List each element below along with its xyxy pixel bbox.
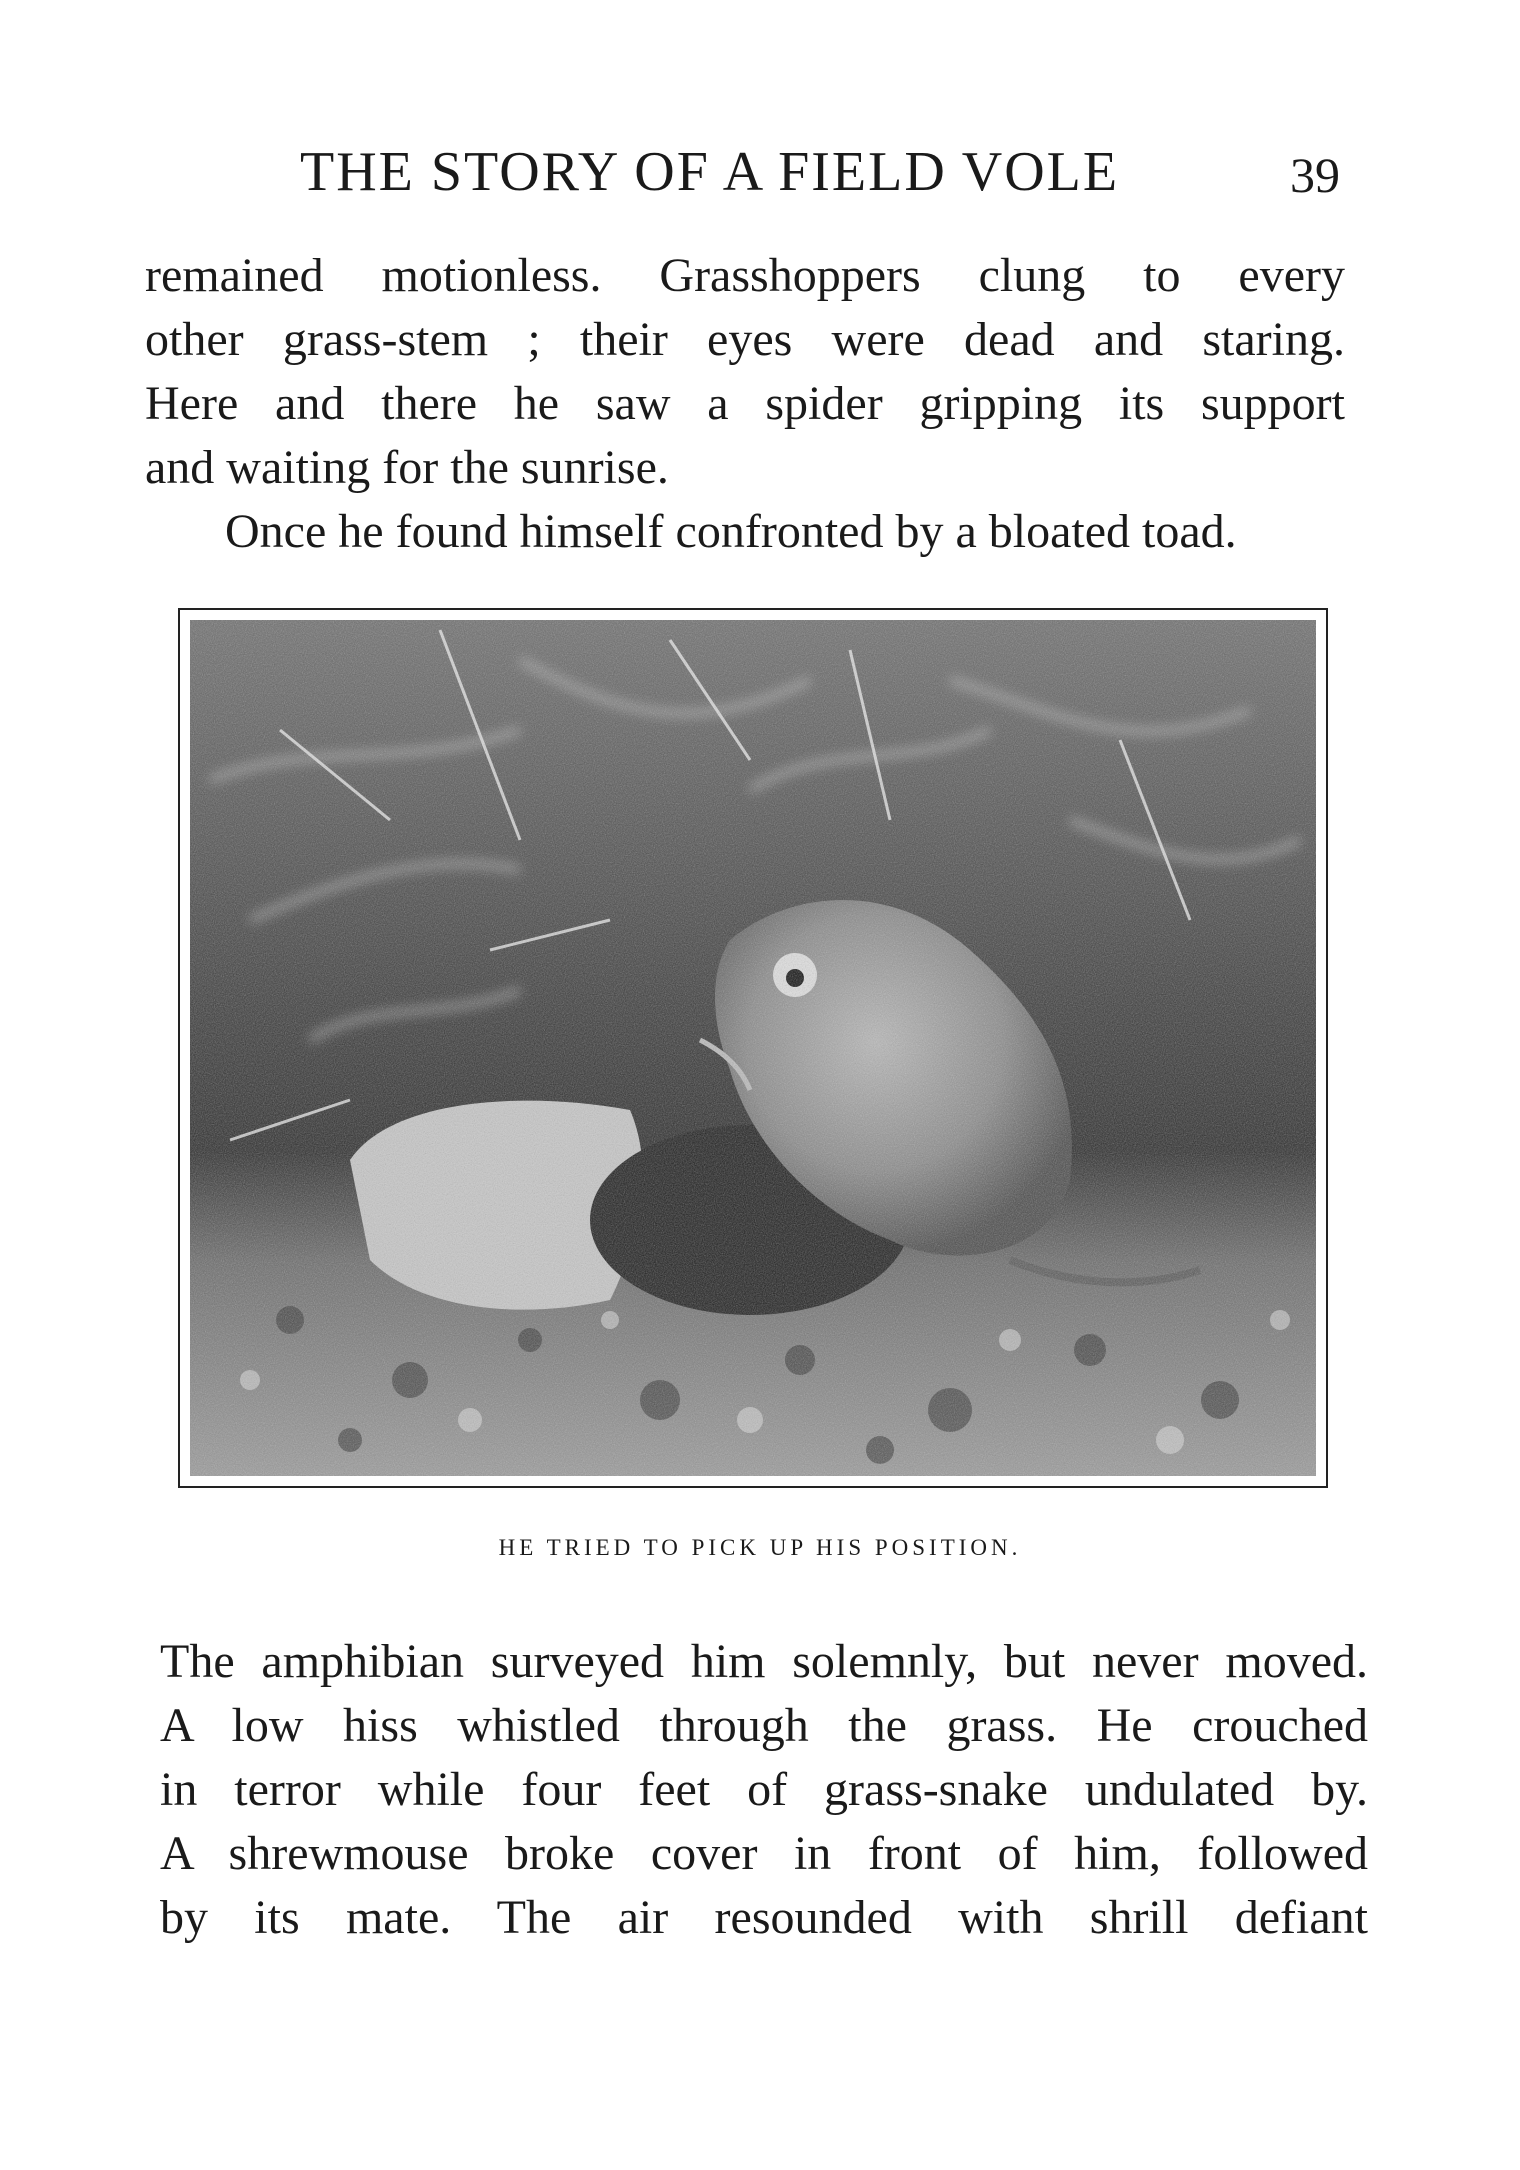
text-line: and waiting for the sunrise. [145,441,669,494]
text-line: other grass-stem ; their eyes were dead and staring. [145,313,1345,366]
text-line: Once he found himself confronted by a bloated toad. [225,505,1237,558]
running-title: THE STORY OF A FIELD VOLE [300,141,1120,203]
photo-figure [178,608,1328,1488]
text-line: by its mate. The air resounded with shrill defiant [160,1891,1368,1944]
text-line: in terror while four feet of grass-snake undulated by. [160,1763,1368,1816]
text-line: The amphibian surveyed him solemnly, but never moved. [160,1635,1368,1688]
text-line: Here and there he saw a spider gripping its support [145,377,1345,430]
paragraph-top [145,244,1345,564]
paragraph-bottom [160,1630,1368,1950]
text-line: A shrewmouse broke cover in front of him, followed [160,1827,1368,1880]
figure-caption: HE TRIED TO PICK UP HIS POSITION. [498,1535,1022,1560]
vole-photograph [190,620,1316,1476]
text-line: A low hiss whistled through the grass. He crouched [160,1699,1368,1752]
text-line: remained motionless. Grasshoppers clung to every [145,249,1345,302]
page-number: 39 [1290,147,1340,203]
